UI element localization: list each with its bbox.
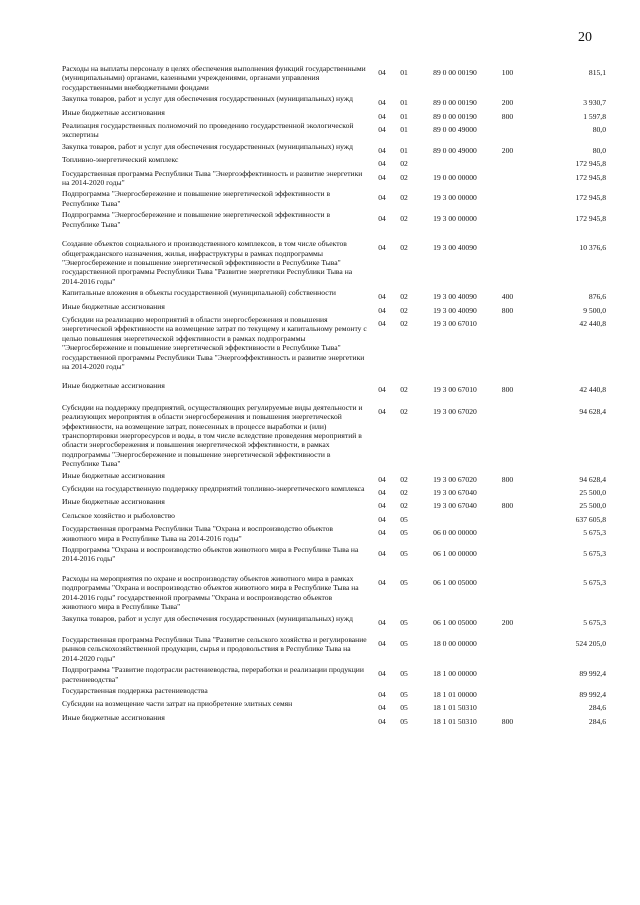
table-row [62,665,606,686]
row-name-cell: Иные бюджетные ассигнования [62,107,165,117]
row-amount: 284,6 [588,703,606,713]
row-subsection-code: 05 [400,549,408,559]
row-subsection-code: 02 [400,318,408,328]
table-row [62,64,606,94]
row-section-code: 04 [378,488,386,498]
row-expense-type-code [495,189,520,210]
row-section-code: 04 [378,577,386,587]
row-subsection-code: 02 [400,172,408,182]
row-target-article-code: 19 3 00 67010 [433,318,477,328]
row-target-article-code: 06 1 00 05000 [433,617,477,627]
row-section-code: 04 [378,689,386,699]
row-name-cell: Иные бюджетные ассигнования [62,712,165,722]
row-target-article-code: 18 1 00 00000 [433,669,477,679]
table-row [62,699,606,712]
row-name-cell: Иные бюджетные ассигнования [62,301,165,311]
row-target-article-code: 19 3 00 67020 [433,406,477,416]
table-row [62,315,606,373]
row-subsection-code: 05 [400,528,408,538]
row-section-code: 04 [378,172,386,182]
row-subsection-code: 05 [400,617,408,627]
row-target-article-code: 89 0 00 00190 [433,111,477,121]
row-subsection-code: 05 [400,716,408,726]
row-section-code: 04 [378,68,386,77]
row-section-code: 04 [378,305,386,315]
row-target-article-code: 18 1 01 50310 [433,716,477,726]
budget-table-body [62,64,606,726]
row-target-article-code [415,511,495,524]
row-name-cell: Капитальные вложения в объекты государственной (муниципальной) собственности [62,288,336,298]
row-target-article-code: 06 0 00 00000 [433,528,477,538]
row-section-code: 04 [378,159,386,169]
row-amount: 80,0 [592,145,606,155]
row-amount: 5 675,3 [583,528,606,538]
row-amount: 94 628,4 [579,406,606,416]
row-section-code: 04 [378,501,386,511]
row-name-cell: Государственная поддержка растениеводства [62,685,208,695]
row-expense-type-code [495,511,520,524]
row-name-cell: Топливно-энергетический комплекс [62,155,179,165]
row-name-cell: Государственная программа Республики Тыва "Энергоэффективность и развитие энергетики на 2014-2020 годы" [62,168,363,188]
row-expense-type-code: 800 [501,716,514,726]
row-section-code: 04 [378,638,386,648]
row-spacer-cell [62,231,606,239]
row-section-code: 04 [378,617,386,627]
row-target-article-code: 19 3 00 00000 [433,193,477,203]
row-target-article-code: 19 3 00 40090 [433,243,477,253]
row-subsection-code: 02 [400,292,408,302]
row-name-cell: Субсидии на реализацию мероприятий в области энергосбережения и повышения энергетической эффективности на возмещение затрат по текущему и капитальному ремонту с целью повышения энергетической эффективности в рамках подпрограммы "Энергосбережение и повышение энергетической эффективности в Республике Тыва" государственной программы Республики Тыва "Энергоэффективность и развитие энергетики на 2014-2020 годы" [62,314,367,371]
row-amount: 524 205,0 [575,638,606,648]
row-target-article-code: 19 3 00 67040 [433,501,477,511]
row-name-cell: Субсидии на поддержку предприятий, осуществляющих регулируемые виды деятельности и реализующих мероприятия в области энергосбережения и повышения энергетической эффективности, на возмещение затрат, понесенных в процессе выработки и (или) транспортировки энергоресурсов и воды, в том числе вследствие проведения мероприятий в области энергосбережения и повышения энергетической эффективности, в рамках подпрограммы "Энергосбережение и повышение энергетической эффективности в Республике Тыва" [62,402,363,469]
row-subsection-code: 05 [400,514,408,524]
row-expense-type-code [495,545,520,566]
table-row [62,635,606,665]
table-row [62,614,606,627]
row-expense-type-code: 200 [501,98,514,108]
row-amount: 42 440,8 [579,318,606,328]
row-section-code: 04 [378,292,386,302]
row-section-code: 04 [378,111,386,121]
row-target-article-code: 89 0 00 49000 [433,145,477,155]
row-target-article-code: 89 0 00 49000 [433,125,477,135]
row-amount: 10 376,6 [579,243,606,253]
row-expense-type-code [495,169,520,190]
table-row [62,108,606,121]
row-section-code: 04 [378,703,386,713]
row-amount: 25 500,0 [579,488,606,498]
row-name-cell: Расходы на выплаты персоналу в целях обеспечения выполнения функций государственными (муниципальными) органами, казенными учреждениями, органами управления государственными внебюджетными фондами [62,64,366,92]
row-expense-type-code: 400 [501,292,514,302]
row-name-cell: Закупка товаров, работ и услуг для обеспечения государственных (муниципальных) нужд [62,141,353,151]
table-row [62,511,606,524]
row-expense-type-code [495,635,520,665]
row-target-article-code: 89 0 00 00190 [433,68,477,77]
table-row [62,94,606,107]
table-row [62,155,606,168]
row-spacer [62,627,606,635]
row-expense-type-code [495,403,520,471]
row-subsection-code: 01 [400,98,408,108]
row-target-article-code: 18 1 01 50310 [433,703,477,713]
row-target-article-code: 19 3 00 67040 [433,488,477,498]
table-row [62,239,606,288]
row-expense-type-code [495,210,520,231]
row-subsection-code: 02 [400,406,408,416]
table-row [62,302,606,315]
table-row [62,524,606,545]
table-row [62,574,606,614]
row-section-code: 04 [378,145,386,155]
table-row [62,121,606,142]
row-amount: 1 597,8 [583,111,606,121]
table-row [62,142,606,155]
row-expense-type-code [495,484,520,497]
row-spacer [62,395,606,403]
row-subsection-code: 01 [400,125,408,135]
row-spacer-cell [62,373,606,381]
row-name-cell: Реализация государственных полномочий по проведению государственной экологической экспертизы [62,121,354,140]
row-expense-type-code: 800 [501,305,514,315]
row-section-code: 04 [378,406,386,416]
row-target-article-code: 19 3 00 67020 [433,474,477,484]
row-subsection-code: 02 [400,488,408,498]
row-amount: 5 675,3 [583,577,606,587]
row-amount: 172 945,8 [575,172,606,182]
table-row [62,497,606,510]
row-subsection-code: 05 [400,577,408,587]
row-name-cell: Иные бюджетные ассигнования [62,381,165,391]
row-target-article-code: 89 0 00 00190 [433,98,477,108]
row-spacer [62,231,606,239]
row-amount: 89 992,4 [579,669,606,679]
row-expense-type-code [495,665,520,686]
table-row [62,210,606,231]
row-expense-type-code: 800 [501,501,514,511]
row-name-cell: Субсидии на государственную поддержку предприятий топливно-энергетического комплекса [62,484,365,494]
table-row [62,403,606,471]
row-subsection-code: 05 [400,689,408,699]
row-expense-type-code [495,315,520,373]
row-spacer [62,373,606,381]
row-target-article-code: 06 1 00 05000 [433,577,477,587]
row-section-code: 04 [378,125,386,135]
row-subsection-code: 05 [400,638,408,648]
row-name-cell: Иные бюджетные ассигнования [62,497,165,507]
row-section-code: 04 [378,98,386,108]
row-amount: 172 945,8 [575,193,606,203]
row-amount: 815,1 [588,68,606,77]
table-row [62,713,606,726]
row-amount: 284,6 [588,716,606,726]
row-name-cell: Создание объектов социального и производственного комплексов, в том числе объектов общегражданского назначения, жилья, инфраструктуры в рамках подпрограммы "Энергосбережение и повышение энергетической эффективности в Республике Тыва" государственной программы Республики Тыва "Развитие энергетики Республики Тыва на 2014-2016 годы" [62,239,353,286]
row-subsection-code: 01 [400,111,408,121]
row-target-article-code: 06 1 00 00000 [433,549,477,559]
row-name-cell: Субсидии на возмещение части затрат на приобретение элитных семян [62,699,293,709]
row-section-code: 04 [378,669,386,679]
row-subsection-code: 02 [400,214,408,224]
page-number: 20 [578,30,592,45]
row-subsection-code: 02 [400,243,408,253]
row-expense-type-code [495,574,520,614]
row-subsection-code: 01 [400,145,408,155]
row-section-code: 04 [378,549,386,559]
row-expense-type-code [495,239,520,288]
table-row [62,189,606,210]
row-amount: 876,6 [588,292,606,302]
table-row [62,545,606,566]
row-subsection-code: 02 [400,385,408,395]
row-name-cell: Государственная программа Республики Тыва "Охрана и воспроизводство объектов животного мира в Республике Тыва на 2014-2016 годы" [62,524,333,543]
row-target-article-code: 19 3 00 00000 [433,214,477,224]
row-expense-type-code [495,686,520,699]
row-section-code: 04 [378,716,386,726]
row-expense-type-code: 200 [501,617,514,627]
row-name-cell: Подпрограмма "Энергосбережение и повышение энергетической эффективности в Республике Тыва" [62,189,331,208]
row-name-cell: Подпрограмма "Энергосбережение и повышение энергетической эффективности в Республике Тыва" [62,210,331,229]
row-name-cell: Иные бюджетные ассигнования [62,470,165,480]
row-expense-type-code [495,699,520,712]
row-name-cell: Закупка товаров, работ и услуг для обеспечения государственных (муниципальных) нужд [62,613,353,623]
row-name-cell: Закупка товаров, работ и услуг для обеспечения государственных (муниципальных) нужд [62,94,353,104]
table-row [62,471,606,484]
row-subsection-code: 02 [400,501,408,511]
row-expense-type-code [495,121,520,142]
row-expense-type-code: 800 [501,474,514,484]
row-target-article-code: 19 3 00 67010 [433,385,477,395]
row-subsection-code: 05 [400,669,408,679]
budget-table [62,64,606,726]
row-target-article-code: 19 3 00 40090 [433,292,477,302]
row-amount: 42 440,8 [579,385,606,395]
row-expense-type-code [495,155,520,168]
row-spacer-cell [62,395,606,403]
row-expense-type-code: 800 [501,111,514,121]
row-subsection-code: 02 [400,305,408,315]
row-amount: 9 500,0 [583,305,606,315]
row-amount: 172 945,8 [575,214,606,224]
row-section-code: 04 [378,385,386,395]
row-subsection-code: 05 [400,703,408,713]
table-row [62,169,606,190]
row-section-code: 04 [378,214,386,224]
row-name-cell: Расходы на мероприятия по охране и воспроизводству объектов животного мира в рамках подпрограммы "Охрана и воспроизводство объектов животного мира в Республике Тыва на 2014-2016 годы" государственной программы "Охрана и воспроизводство объектов животного мира в Республике Тыва" [62,573,359,612]
row-amount: 80,0 [592,125,606,135]
row-name-cell: Подпрограмма "Развитие подотрасли растениеводства, переработки и реализации продукции растениеводства" [62,665,364,684]
row-target-article-code: 18 0 00 00000 [433,638,477,648]
row-amount: 172 945,8 [575,159,606,169]
row-target-article-code: 18 1 01 00000 [433,689,477,699]
row-section-code: 04 [378,528,386,538]
row-amount: 25 500,0 [579,501,606,511]
row-expense-type-code: 800 [501,385,514,395]
row-target-article-code: 19 0 00 00000 [433,172,477,182]
row-amount: 5 675,3 [583,549,606,559]
table-row [62,288,606,301]
row-expense-type-code: 200 [501,145,514,155]
row-name-cell: Подпрограмма "Охрана и воспроизводство объектов животного мира в Республике Тыва на 2014-2016 годы" [62,545,359,564]
row-subsection-code: 01 [400,68,408,77]
row-spacer-cell [62,627,606,635]
row-section-code: 04 [378,474,386,484]
row-name-cell: Сельское хозяйство и рыболовство [62,510,175,520]
row-subsection-code: 02 [400,474,408,484]
row-section-code: 04 [378,243,386,253]
table-row [62,381,606,394]
row-section-code: 04 [378,318,386,328]
row-subsection-code: 02 [400,159,408,169]
row-amount: 94 628,4 [579,474,606,484]
row-name-cell: Государственная программа Республики Тыва "Развитие сельского хозяйства и регулирование рынков сельскохозяйственной продукции, сырья и продовольствия в Республике Тыва на 2014-2020 годы" [62,634,367,663]
row-amount: 637 605,8 [575,514,606,524]
row-spacer [62,566,606,574]
row-target-article-code: 19 3 00 40090 [433,305,477,315]
row-section-code: 04 [378,193,386,203]
row-subsection-code: 02 [400,193,408,203]
row-expense-type-code: 100 [501,68,514,77]
row-spacer-cell [62,566,606,574]
row-expense-type-code [495,524,520,545]
row-section-code: 04 [378,514,386,524]
table-row [62,484,606,497]
table-row [62,686,606,699]
row-target-article-code [415,155,495,168]
row-amount: 89 992,4 [579,689,606,699]
row-amount: 3 930,7 [583,98,606,108]
row-amount: 5 675,3 [583,617,606,627]
